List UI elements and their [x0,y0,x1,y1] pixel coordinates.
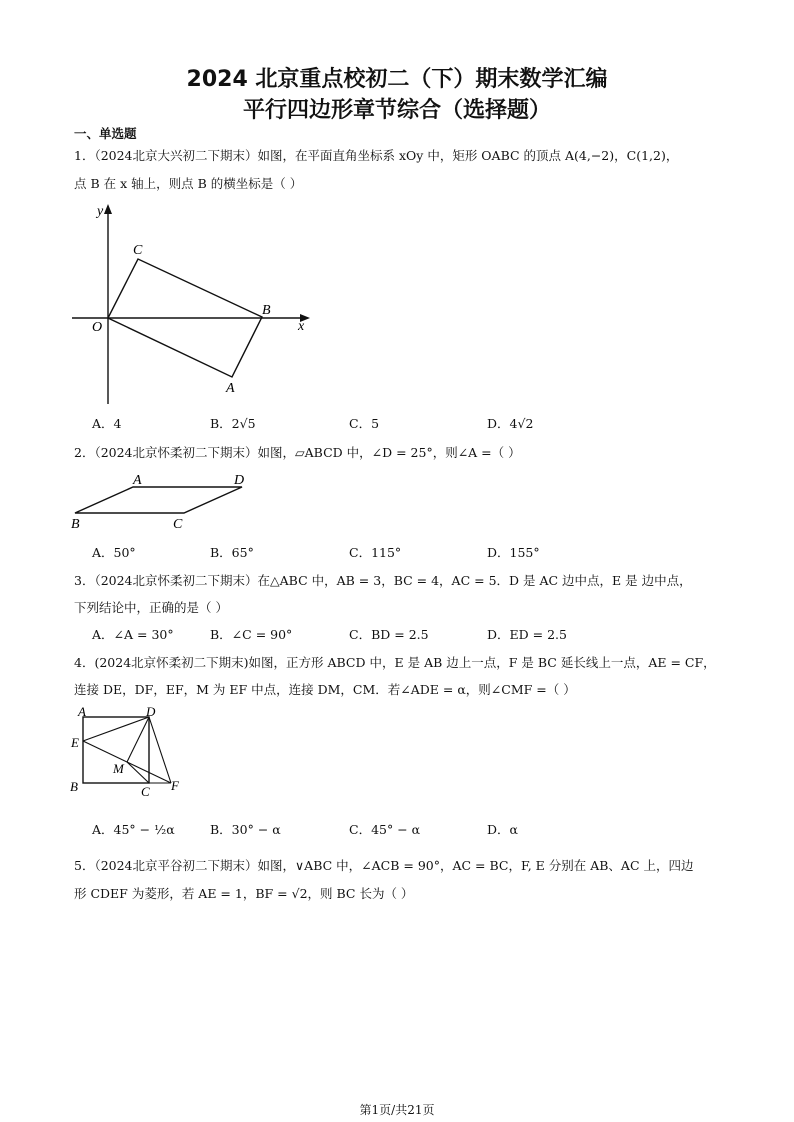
q1-label-A: A [226,381,235,396]
q4-label-F: F [171,778,179,793]
q1-label-y: y [97,204,104,219]
q2-option-b: B．65° [210,545,254,560]
page-subtitle: 平行四边形章节综合（选择题） [242,98,551,123]
page-footer: 第1页/共21页 [359,1103,435,1117]
q4-label-M: M [113,761,124,776]
q2-option-c: C．115° [349,545,402,560]
q2-label-A: A [133,473,142,488]
q1-option-c: C．5 [349,416,380,431]
q3-option-b: B．∠C = 90° [210,627,293,642]
q3-text-line1: 3．（2024北京怀柔初二下期末）在△ABC 中，AB = 3，BC = 4，AC = 5．D 是 AC 边中点，E 是 边中点， [74,573,692,588]
q3-option-d: D．ED = 2.5 [487,627,567,642]
q4-text-line2: 连接 DE，DF，EF，M 为 EF 中点，连接 DM，CM．若∠ADE = α，则∠CMF =（ ） [74,682,576,697]
q4-label-B: B [70,779,78,794]
q1-label-x: x [298,319,305,334]
q1-option-d: D．4√2 [487,416,534,431]
q1-text-line1: 1．（2024北京大兴初二下期末）如图，在平面直角坐标系 xOy 中，矩形 OABC 的顶点 A(4,−2)，C(1,2)， [74,148,679,163]
q1-text-line2: 点 B 在 x 轴上，则点 B 的横坐标是（ ） [74,176,303,191]
q5-text-line2: 形 CDEF 为菱形，若 AE = 1，BF = √2，则 BC 长为（ ） [74,886,414,901]
section-heading: 一、单选题 [74,126,137,141]
q4-label-C: C [141,784,150,799]
q2-label-B: B [71,517,80,532]
q2-text-line1: 2．（2024北京怀柔初二下期末）如图，▱ABCD 中，∠D = 25°，则∠A =（ ） [74,445,521,460]
q3-text-line2: 下列结论中，正确的是（ ） [74,600,228,615]
q4-label-E: E [71,735,79,750]
q2-option-d: D．155° [487,545,540,560]
q2-label-D: D [234,473,245,488]
q4-option-c: C．45° − α [349,822,421,837]
q4-option-a: A．45° − ½α [92,822,175,837]
q1-label-B: B [262,303,271,318]
page-title: 2024 北京重点校初二（下）期末数学汇编 [186,67,608,92]
q1-label-C: C [133,243,143,258]
q1-option-a: A．4 [92,416,122,431]
q4-label-A: A [78,704,86,719]
q4-option-d: D．α [487,822,518,837]
q2-option-a: A．50° [92,545,136,560]
q4-label-D: D [146,704,156,719]
q3-option-a: A．∠A = 30° [92,627,174,642]
q2-label-C: C [173,517,183,532]
q4-option-b: B．30° − α [210,822,281,837]
q5-text-line1: 5．（2024北京平谷初二下期末）如图，∨ABC 中，∠ACB = 90°，AC = BC，F, E 分别在 AB、AC 上，四边 [74,858,694,873]
q4-text-line1: 4．(2024北京怀柔初二下期末)如图，正方形 ABCD 中，E 是 AB 边上一点，F 是 BC 延长线上一点，AE = CF， [74,655,716,670]
q3-option-c: C．BD = 2.5 [349,627,429,642]
q1-label-O: O [92,320,103,335]
q1-option-b: B．2√5 [210,416,256,431]
